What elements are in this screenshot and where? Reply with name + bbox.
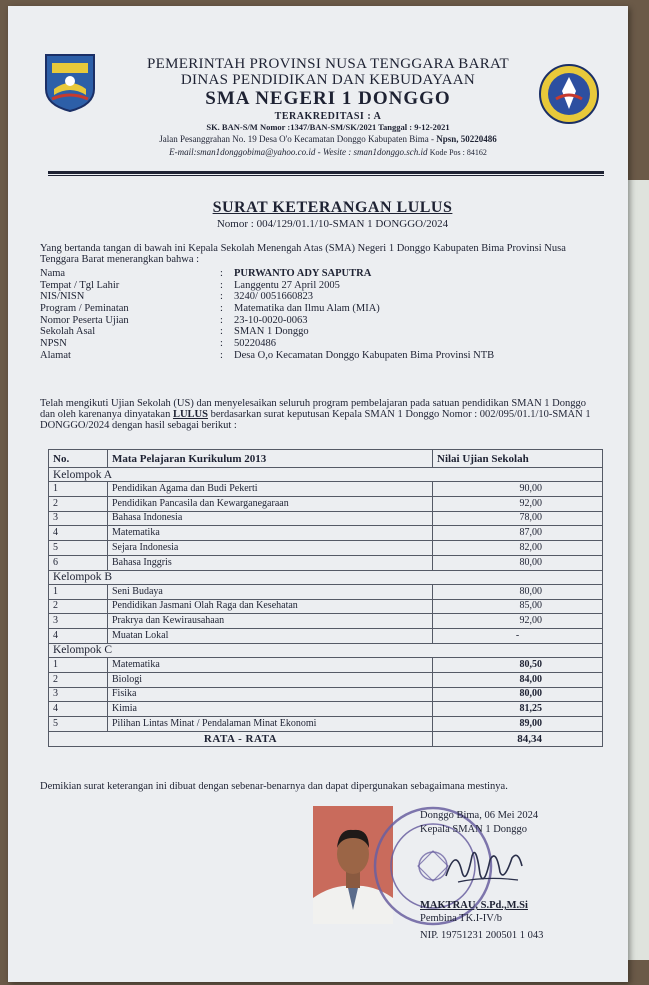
info-colon: :	[220, 314, 223, 326]
row-no: 1	[49, 482, 108, 497]
body-text-after: berdasarkan surat keputusan Kepala SMAN 1 Donggo Nomor : 002/095/01.1/10-SMAN 1 DONGGO/2024 dengan hasil sebagai berikut :	[40, 409, 591, 431]
row-score: 90,00	[433, 482, 603, 497]
table-row	[49, 672, 603, 687]
header-score: Nilai Ujian Sekolah	[433, 450, 603, 468]
row-no: 4	[49, 702, 108, 717]
table-row	[49, 541, 603, 556]
info-label: Alamat	[40, 349, 71, 361]
info-label: Program / Peminatan	[40, 303, 129, 315]
row-subject: Seni Budaya	[108, 584, 433, 599]
document-number: Nomor : 004/129/01.1/10-SMAN 1 DONGGO/2024	[216, 218, 449, 230]
row-no: 4	[49, 629, 108, 644]
row-score: 89,00	[433, 717, 603, 732]
signatory-rank: Pembina TK.I-IV/b	[420, 913, 503, 924]
certificate-page	[8, 6, 628, 982]
row-no: 1	[49, 657, 108, 672]
table-row	[49, 599, 603, 614]
row-subject: Kimia	[108, 702, 433, 717]
header-address	[88, 134, 568, 144]
row-score: 85,00	[433, 599, 603, 614]
table-row	[49, 717, 603, 732]
intro-paragraph: Yang bertanda tangan di bawah ini Kepala Sekolah Menengah Atas (SMA) Negeri 1 Donggo Kabupaten Bima Provinsi Nusa Tenggara Barat menerangkan bahwa :	[40, 243, 566, 265]
group-row	[49, 643, 603, 657]
row-score: -	[433, 629, 603, 644]
row-subject: Bahasa Inggris	[108, 555, 433, 570]
row-no: 3	[49, 511, 108, 526]
row-no: 3	[49, 687, 108, 702]
row-no: 2	[49, 599, 108, 614]
row-no: 3	[49, 614, 108, 629]
table-row	[49, 496, 603, 511]
average-value: 84,34	[433, 731, 603, 746]
info-value: 23-10-0020-0063	[234, 314, 308, 326]
row-score: 80,00	[433, 555, 603, 570]
info-colon: :	[220, 338, 223, 350]
info-value: Desa O,o Kecamatan Donggo Kabupaten Bima Provinsi NTB	[234, 349, 495, 361]
background-paper-edge	[628, 180, 649, 960]
group-label: Kelompok B	[49, 570, 603, 584]
table-row	[49, 526, 603, 541]
signature-place-date: Donggo Bima, 06 Mei 2024	[420, 810, 539, 821]
header-sk-number: SK. BAN-S/M Nomor :1347/BAN-SM/SK/2021 Tanggal : 9-12-2021	[206, 122, 450, 132]
row-score: 92,00	[433, 614, 603, 629]
row-no: 5	[49, 541, 108, 556]
grades-table	[48, 449, 603, 747]
row-subject: Biologi	[108, 672, 433, 687]
header-divider-thick	[48, 171, 604, 174]
row-no: 5	[49, 717, 108, 732]
row-no: 2	[49, 672, 108, 687]
table-row	[49, 584, 603, 599]
table-row	[49, 687, 603, 702]
info-label: Sekolah Asal	[40, 326, 96, 338]
group-label: Kelompok C	[49, 643, 603, 657]
header-accreditation: TERAKREDITASI : A	[274, 111, 382, 122]
handwritten-signature-icon	[438, 836, 528, 896]
header-government: PEMERINTAH PROVINSI NUSA TENGGARA BARAT	[147, 56, 509, 72]
npsn-text: Npsn, 50220486	[436, 134, 497, 144]
row-score: 78,00	[433, 511, 603, 526]
row-subject: Matematika	[108, 657, 433, 672]
info-label: NIS/NISN	[40, 291, 85, 303]
row-subject: Prakrya dan Kewirausahaan	[108, 614, 433, 629]
body-paragraph	[40, 398, 600, 431]
signatory-nip: NIP. 19751231 200501 1 043	[420, 930, 544, 941]
group-row	[49, 570, 603, 584]
info-colon: :	[220, 326, 223, 338]
info-value: PURWANTO ADY SAPUTRA	[234, 268, 372, 279]
row-score: 81,25	[433, 702, 603, 717]
row-subject: Pilihan Lintas Minat / Pendalaman Minat Ekonomi	[108, 717, 433, 732]
table-row	[49, 657, 603, 672]
info-label: Nama	[40, 268, 66, 279]
info-value: 50220486	[234, 338, 276, 350]
address-text: Jalan Pesanggrahan No. 19 Desa O'o Kecamatan Donggo Kabupaten Bima -	[159, 134, 437, 144]
row-subject: Muatan Lokal	[108, 629, 433, 644]
row-subject: Matematika	[108, 526, 433, 541]
average-row	[49, 731, 603, 746]
info-value: SMAN 1 Donggo	[234, 326, 309, 338]
header-department: DINAS PENDIDIKAN DAN KEBUDAYAAN	[180, 72, 476, 88]
row-score: 87,00	[433, 526, 603, 541]
table-row	[49, 511, 603, 526]
row-score: 80,00	[433, 584, 603, 599]
row-no: 2	[49, 496, 108, 511]
row-no: 1	[49, 584, 108, 599]
row-score: 80,00	[433, 687, 603, 702]
header-no: No.	[49, 450, 108, 468]
average-label: RATA - RATA	[49, 731, 433, 746]
row-score: 84,00	[433, 672, 603, 687]
header-subject: Mata Pelajaran Kurikulum 2013	[108, 450, 433, 468]
table-row	[49, 702, 603, 717]
info-value: Langgentu 27 April 2005	[234, 279, 340, 291]
body-text-before: Telah mengikuti Ujian Sekolah (US) dan menyelesaikan seluruh program pembelajaran pada satuan pendidikan SMAN 1 Donggo dan oleh karenanya dinyatakan	[40, 398, 586, 420]
info-colon: :	[220, 349, 223, 361]
info-label: Nomor Peserta Ujian	[40, 314, 129, 326]
info-colon: :	[220, 291, 223, 303]
row-subject: Pendidikan Agama dan Budi Pekerti	[108, 482, 433, 497]
postal-text: Kode Pos : 84162	[429, 148, 487, 157]
row-subject: Bahasa Indonesia	[108, 511, 433, 526]
signatory-name: MAKTRAU, S.Pd.,M.Si	[420, 900, 528, 911]
group-row	[49, 468, 603, 482]
row-no: 4	[49, 526, 108, 541]
header-divider-thin	[48, 175, 604, 176]
header-school-name: SMA NEGERI 1 DONGGO	[205, 88, 451, 109]
group-label: Kelompok A	[49, 468, 603, 482]
info-colon: :	[220, 303, 223, 315]
contact-text: E-mail:sman1donggobima@yahoo.co.id - Wesite : sman1donggo.sch.id	[169, 147, 428, 157]
signature-position: Kepala SMAN 1 Donggo	[420, 824, 528, 835]
row-subject: Sejara Indonesia	[108, 541, 433, 556]
table-row	[49, 482, 603, 497]
table-row	[49, 555, 603, 570]
table-header-row	[49, 450, 603, 468]
info-label: NPSN	[40, 338, 67, 350]
row-subject: Pendidikan Pancasila dan Kewarganegaraan	[108, 496, 433, 511]
info-colon: :	[220, 268, 223, 279]
header-contact	[88, 147, 568, 157]
info-colon: :	[220, 279, 223, 291]
info-value: 3240/ 0051660823	[234, 291, 314, 303]
row-subject: Pendidikan Jasmani Olah Raga dan Kesehatan	[108, 599, 433, 614]
row-no: 6	[49, 555, 108, 570]
table-row	[49, 614, 603, 629]
info-label: Tempat / Tgl Lahir	[40, 279, 120, 291]
closing-statement: Demikian surat keterangan ini dibuat dengan sebenar-benarnya dan dapat dipergunakan sebagaimana mestinya.	[40, 781, 508, 792]
table-row	[49, 629, 603, 644]
graduation-status: LULUS	[172, 409, 208, 420]
document-title: SURAT KETERANGAN LULUS	[212, 199, 453, 216]
row-score: 82,00	[433, 541, 603, 556]
info-value: Matematika dan Ilmu Alam (MIA)	[234, 303, 380, 315]
row-subject: Fisika	[108, 687, 433, 702]
row-score: 92,00	[433, 496, 603, 511]
row-score: 80,50	[433, 657, 603, 672]
